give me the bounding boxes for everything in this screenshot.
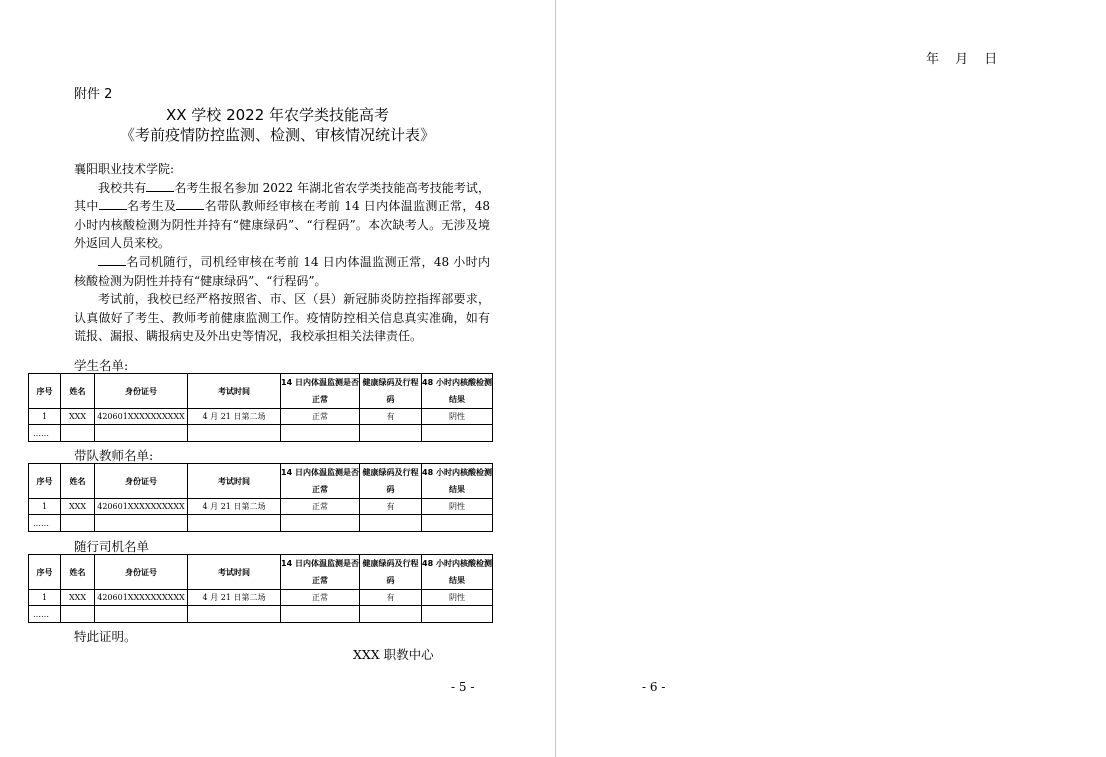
column-header: 身份证号 [95,374,188,409]
cell-health-code: 有 [360,499,422,515]
column-header: 48 小时内核酸检测结果 [422,555,493,590]
cell-health-code: 有 [360,409,422,425]
table-header-row [29,555,493,590]
fill-blank [99,197,127,210]
cell-id: 420601XXXXXXXXXX [95,409,188,425]
page-number-right: - 6 - [642,680,666,694]
cell-id: 420601XXXXXXXXXX [95,499,188,515]
column-header: 序号 [29,555,61,590]
cell-time: 4 月 21 日第二场 [188,409,281,425]
signer-name: XXX 职教中心 [353,647,434,662]
column-header: 姓名 [61,555,95,590]
cell-name: XXX [61,409,95,425]
column-header: 48 小时内核酸检测结果 [422,464,493,499]
closing-statement: 特此证明。 [74,629,137,644]
attachment-label: 附件 2 [74,87,113,102]
column-header: 考试时间 [188,555,281,590]
column-header: 48 小时内核酸检测结果 [422,374,493,409]
column-header: 序号 [29,464,61,499]
student-list-label: 学生名单: [74,358,129,373]
driver-list-label: 随行司机名单 [74,539,150,554]
cell-name: XXX [61,590,95,606]
page-number-left: - 5 - [451,680,475,694]
cell-temperature: 正常 [281,590,360,606]
column-header: 序号 [29,374,61,409]
table-row [29,409,493,425]
column-header: 身份证号 [95,464,188,499]
table-row [29,590,493,606]
cell-no: 1 [29,409,61,425]
cell-time: 4 月 21 日第二场 [188,499,281,515]
document-subtitle: 《考前疫情防控监测、检测、审核情况统计表》 [119,126,435,144]
column-header: 健康绿码及行程码 [360,374,422,409]
table-header-row [29,464,493,499]
ellipsis-cell: …… [29,515,61,532]
column-header: 14 日内体温监测是否正常 [281,374,360,409]
fill-blank [98,253,126,266]
table-header-row [29,374,493,409]
column-header: 考试时间 [188,374,281,409]
column-header: 姓名 [61,464,95,499]
paragraph-3: 考试前，我校已经严格按照省、市、区（县）新冠肺炎防控指挥部要求，认真做好了考生、教师考前健康监测工作。疫情防控相关信息真实准确，如有谎报、漏报、瞒报病史及外出史等情况，我校承担相关法律责任。 [74,292,490,344]
student-table [28,373,493,442]
cell-nucleic-result: 阴性 [422,499,493,515]
ellipsis-cell: …… [29,425,61,442]
paragraph-1: 我校共有 名考生报名参加 2022 年湖北省农学类技能高考技能考试，其中 名考生及 名带队教师经审核在考前 14 日内体温监测正常，48 小时内核酸检测为阴性并持有“健康绿码”、“行程码”。本次缺考人。无涉及境外返回人员来校。 [74,180,490,251]
fill-blank [176,197,204,210]
cell-temperature: 正常 [281,409,360,425]
date-line: 年 月 日 [926,52,999,67]
column-header: 14 日内体温监测是否正常 [281,464,360,499]
cell-temperature: 正常 [281,499,360,515]
document-title: XX 学校 2022 年农学类技能高考 [165,106,390,124]
cell-nucleic-result: 阴性 [422,409,493,425]
driver-table [28,554,493,623]
page-divider [555,0,556,757]
column-header: 健康绿码及行程码 [360,555,422,590]
column-header: 姓名 [61,374,95,409]
fill-blank [146,179,174,192]
cell-health-code: 有 [360,590,422,606]
column-header: 健康绿码及行程码 [360,464,422,499]
table-row [29,425,493,442]
column-header: 考试时间 [188,464,281,499]
cell-id: 420601XXXXXXXXXX [95,590,188,606]
cell-no: 1 [29,590,61,606]
table-row [29,515,493,532]
table-row [29,606,493,623]
column-header: 14 日内体温监测是否正常 [281,555,360,590]
paragraph-2: 名司机随行，司机经审核在考前 14 日内体温监测正常，48 小时内核酸检测为阴性并持有“健康绿码”、“行程码”。 [74,254,490,288]
letter-body [74,160,490,346]
teacher-table [28,463,493,532]
cell-nucleic-result: 阴性 [422,590,493,606]
ellipsis-cell: …… [29,606,61,623]
salutation: 襄阳职业技术学院: [74,162,175,176]
cell-no: 1 [29,499,61,515]
cell-time: 4 月 21 日第二场 [188,590,281,606]
cell-name: XXX [61,499,95,515]
teacher-list-label: 带队教师名单: [74,448,154,463]
table-row [29,499,493,515]
column-header: 身份证号 [95,555,188,590]
